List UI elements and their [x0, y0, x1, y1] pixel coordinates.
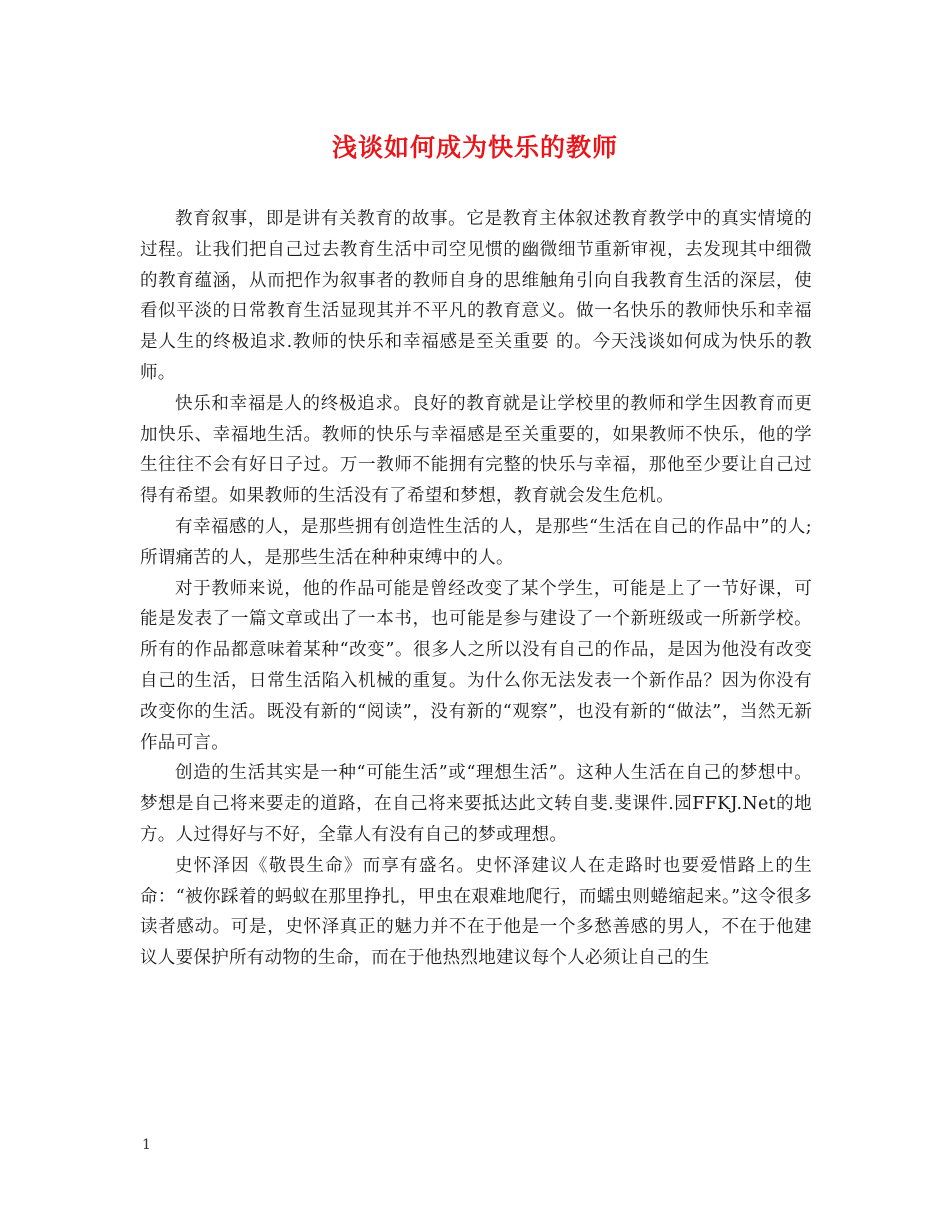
paragraph: 史怀泽因《敬畏生命》而享有盛名。史怀泽建议人在走路时也要爱惜路上的生命：“被你踩着的蚂蚁在那里挣扎，甲虫在艰难地爬行，而蠕虫则蜷缩起来。”这令很多读者感动。可是，史怀泽真正的魅力并不在于他是一个多愁善感的男人，不在于他建议人要保护所有动物的生命，而在于他热烈地建议每个人必须让自己的生: [140, 855, 812, 969]
paragraph: 创造的生活其实是一种“可能生活”或“理想生活”。这种人生活在自己的梦想中。梦想是自己将来要走的道路，在自己将来要抵达此文转自斐.斐课件.园FFKJ.Net的地方。人过得好与不好，全靠人有没有自己的梦或理想。: [140, 763, 812, 845]
document-body: [140, 204, 812, 974]
paragraph: 教育叙事，即是讲有关教育的故事。它是教育主体叙述教育教学中的真实情境的过程。让我们把自己过去教育生活中司空见惯的幽微细节重新审视，去发现其中细微的教育蕴涵，从而把作为叙事者的教师自身的思维触角引向自我教育生活的深层，使看似平淡的日常教育生活显现其并不平凡的教育意义。做一名快乐的教师快乐和幸福是人生的终极追求.教师的快乐和幸福感是至关重要 的。今天浅谈如何成为快乐的教师。: [140, 209, 812, 383]
document-title: 浅谈如何成为快乐的教师: [331, 133, 618, 162]
paragraph: 有幸福感的人，是那些拥有创造性生活的人，是那些“生活在自己的作品中”的人;所谓痛苦的人，是那些生活在种种束缚中的人。: [140, 516, 812, 568]
paragraph: 快乐和幸福是人的终极追求。良好的教育就是让学校里的教师和学生因教育而更加快乐、幸福地生活。教师的快乐与幸福感是至关重要的，如果教师不快乐，他的学生往往不会有好日子过。万一教师不能拥有完整的快乐与幸福，那他至少要让自己过得有希望。如果教师的生活没有了希望和梦想，教育就会发生危机。: [140, 393, 812, 507]
paragraph: 对于教师来说，他的作品可能是曾经改变了某个学生，可能是上了一节好课，可能是发表了一篇文章或出了一本书，也可能是参与建设了一个新班级或一所新学校。所有的作品都意味着某种“改变”。很多人之所以没有自己的作品，是因为他没有改变自己的生活，日常生活陷入机械的重复。为什么你无法发表一个新作品？因为你没有改变你的生活。既没有新的“阅读”，没有新的“观察”，也没有新的“做法”，当然无新作品可言。: [140, 578, 812, 753]
page-number: 1: [142, 1137, 151, 1153]
